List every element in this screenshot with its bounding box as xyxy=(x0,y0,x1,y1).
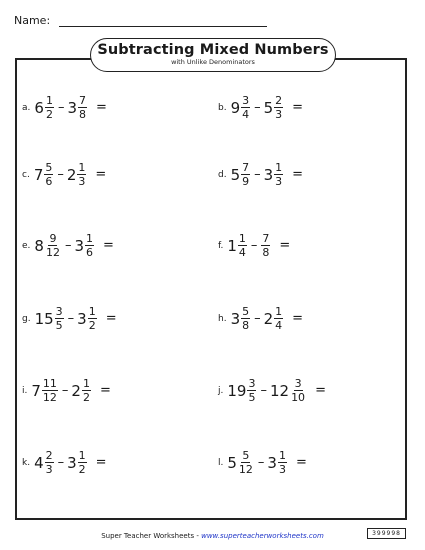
minus-sign: – xyxy=(254,100,261,115)
numerator: 1 xyxy=(78,161,86,174)
whole-number: 2 xyxy=(66,165,77,184)
fraction xyxy=(88,306,97,331)
fraction xyxy=(241,95,250,120)
minus-sign: – xyxy=(64,238,72,253)
numerator: 2 xyxy=(45,449,53,462)
problem-j xyxy=(218,378,326,403)
whole-number: 5 xyxy=(263,98,274,117)
equals-sign: = xyxy=(292,311,304,326)
numerator: 11 xyxy=(42,377,57,390)
denominator: 2 xyxy=(78,463,86,476)
denominator: 6 xyxy=(86,246,93,259)
problem-label: e. xyxy=(22,240,31,251)
problem-g xyxy=(22,306,117,331)
denominator: 6 xyxy=(45,175,53,188)
denominator: 8 xyxy=(242,319,250,332)
problem-i xyxy=(22,378,111,403)
denominator: 9 xyxy=(242,175,250,188)
fraction xyxy=(241,306,250,331)
numerator: 1 xyxy=(45,94,53,107)
numerator: 1 xyxy=(88,305,96,318)
problem-label: d. xyxy=(218,169,227,180)
worksheet-title: Subtracting Mixed Numbers xyxy=(97,42,329,58)
problem-label: g. xyxy=(22,313,31,324)
minus-sign: – xyxy=(250,238,258,253)
fraction xyxy=(44,162,53,187)
whole-number: 3 xyxy=(267,453,277,472)
whole-number: 7 xyxy=(33,165,44,184)
problem-label: i. xyxy=(22,385,28,396)
equals-sign: = xyxy=(95,100,107,115)
whole-number: 4 xyxy=(34,453,44,472)
equals-sign: = xyxy=(99,383,111,398)
fraction xyxy=(274,306,283,331)
whole-number: 7 xyxy=(31,381,41,400)
name-label: Name: xyxy=(14,14,51,27)
denominator: 2 xyxy=(45,108,53,121)
whole-number: 6 xyxy=(34,98,44,117)
minus-sign: – xyxy=(260,383,267,398)
minus-sign: – xyxy=(61,383,69,398)
fraction xyxy=(290,378,306,403)
whole-number: 5 xyxy=(230,165,241,184)
whole-number: 12 xyxy=(269,381,290,400)
minus-sign: – xyxy=(57,167,64,182)
problem-label: f. xyxy=(218,240,224,251)
footer-text: Super Teacher Worksheets - xyxy=(101,532,202,540)
denominator: 12 xyxy=(45,246,60,259)
whole-number: 2 xyxy=(263,309,274,328)
fraction xyxy=(241,162,250,187)
denominator: 5 xyxy=(55,319,63,332)
problem-h xyxy=(218,306,303,331)
minus-sign: – xyxy=(254,167,261,182)
numerator: 1 xyxy=(278,449,286,462)
denominator: 3 xyxy=(275,175,283,188)
whole-number: 3 xyxy=(263,165,274,184)
equals-sign: = xyxy=(295,455,307,470)
fraction xyxy=(82,378,91,403)
fraction xyxy=(274,162,283,187)
whole-number: 8 xyxy=(34,236,44,255)
whole-number: 3 xyxy=(77,309,87,328)
fraction xyxy=(238,233,247,258)
whole-number: 9 xyxy=(230,98,241,117)
equals-sign: = xyxy=(315,383,326,398)
numerator: 3 xyxy=(248,377,256,390)
equals-sign: = xyxy=(292,100,304,115)
whole-number: 2 xyxy=(71,381,81,400)
name-line xyxy=(59,26,267,27)
fraction xyxy=(85,233,94,258)
problem-d xyxy=(218,162,303,187)
problem-label: k. xyxy=(22,457,31,468)
denominator: 4 xyxy=(242,108,250,121)
fraction xyxy=(78,95,87,120)
fraction xyxy=(261,233,270,258)
numerator: 7 xyxy=(78,94,86,107)
numerator: 3 xyxy=(242,94,250,107)
whole-number: 3 xyxy=(74,236,84,255)
denominator: 8 xyxy=(262,246,270,259)
whole-number: 1 xyxy=(227,236,237,255)
numerator: 7 xyxy=(242,161,250,174)
problem-label: b. xyxy=(218,102,227,113)
denominator: 4 xyxy=(238,246,246,259)
whole-number: 19 xyxy=(227,381,247,400)
fraction xyxy=(278,450,287,475)
problem-b xyxy=(218,95,303,120)
equals-sign: = xyxy=(292,167,304,182)
denominator: 4 xyxy=(275,319,283,332)
numerator: 5 xyxy=(45,161,53,174)
minus-sign: – xyxy=(57,100,65,115)
minus-sign: – xyxy=(57,455,65,470)
equals-sign: = xyxy=(95,167,107,182)
footer xyxy=(0,532,425,540)
numerator: 7 xyxy=(262,232,270,245)
whole-number: 5 xyxy=(227,453,237,472)
denominator: 10 xyxy=(291,391,306,404)
problem-e xyxy=(22,233,114,258)
denominator: 12 xyxy=(238,463,253,476)
numerator: 1 xyxy=(275,161,283,174)
whole-number: 3 xyxy=(67,98,77,117)
worksheet-subtitle: with Unlike Denominators xyxy=(171,58,255,66)
problem-k xyxy=(22,450,107,475)
denominator: 3 xyxy=(45,463,53,476)
numerator: 1 xyxy=(78,449,86,462)
whole-number: 3 xyxy=(67,453,77,472)
denominator: 8 xyxy=(78,108,86,121)
numerator: 1 xyxy=(86,232,93,245)
problem-a xyxy=(22,95,107,120)
minus-sign: – xyxy=(67,311,75,326)
fraction xyxy=(42,378,58,403)
problem-label: j. xyxy=(218,385,224,396)
fraction xyxy=(238,450,254,475)
numerator: 3 xyxy=(55,305,63,318)
denominator: 12 xyxy=(42,391,57,404)
whole-number: 15 xyxy=(34,309,54,328)
problem-l xyxy=(218,450,307,475)
equals-sign: = xyxy=(95,455,107,470)
fraction xyxy=(45,233,61,258)
numerator: 5 xyxy=(242,449,250,462)
denominator: 3 xyxy=(278,463,286,476)
worksheet-code: 399998 xyxy=(367,528,406,539)
problem-c xyxy=(22,162,106,187)
numerator: 9 xyxy=(49,232,57,245)
minus-sign: – xyxy=(254,311,261,326)
problem-label: h. xyxy=(218,313,227,324)
fraction xyxy=(274,95,283,120)
equals-sign: = xyxy=(105,311,117,326)
denominator: 5 xyxy=(248,391,256,404)
numerator: 2 xyxy=(275,94,283,107)
denominator: 3 xyxy=(78,175,86,188)
fraction xyxy=(45,95,54,120)
problem-label: l. xyxy=(218,457,224,468)
fraction xyxy=(55,306,64,331)
whole-number: 3 xyxy=(230,309,241,328)
numerator: 3 xyxy=(294,377,302,390)
equals-sign: = xyxy=(279,238,291,253)
minus-sign: – xyxy=(257,455,265,470)
denominator: 3 xyxy=(275,108,283,121)
footer-url[interactable]: www.superteacherworksheets.com xyxy=(201,532,324,540)
fraction xyxy=(45,450,54,475)
denominator: 2 xyxy=(88,319,96,332)
numerator: 5 xyxy=(242,305,250,318)
denominator: 2 xyxy=(82,391,90,404)
equals-sign: = xyxy=(103,238,114,253)
problem-f xyxy=(218,233,290,258)
fraction xyxy=(247,378,256,403)
numerator: 1 xyxy=(238,232,246,245)
fraction xyxy=(77,162,86,187)
numerator: 1 xyxy=(82,377,90,390)
numerator: 1 xyxy=(275,305,283,318)
fraction xyxy=(78,450,87,475)
problem-label: c. xyxy=(22,169,30,180)
title-box xyxy=(90,38,336,72)
problem-label: a. xyxy=(22,102,31,113)
